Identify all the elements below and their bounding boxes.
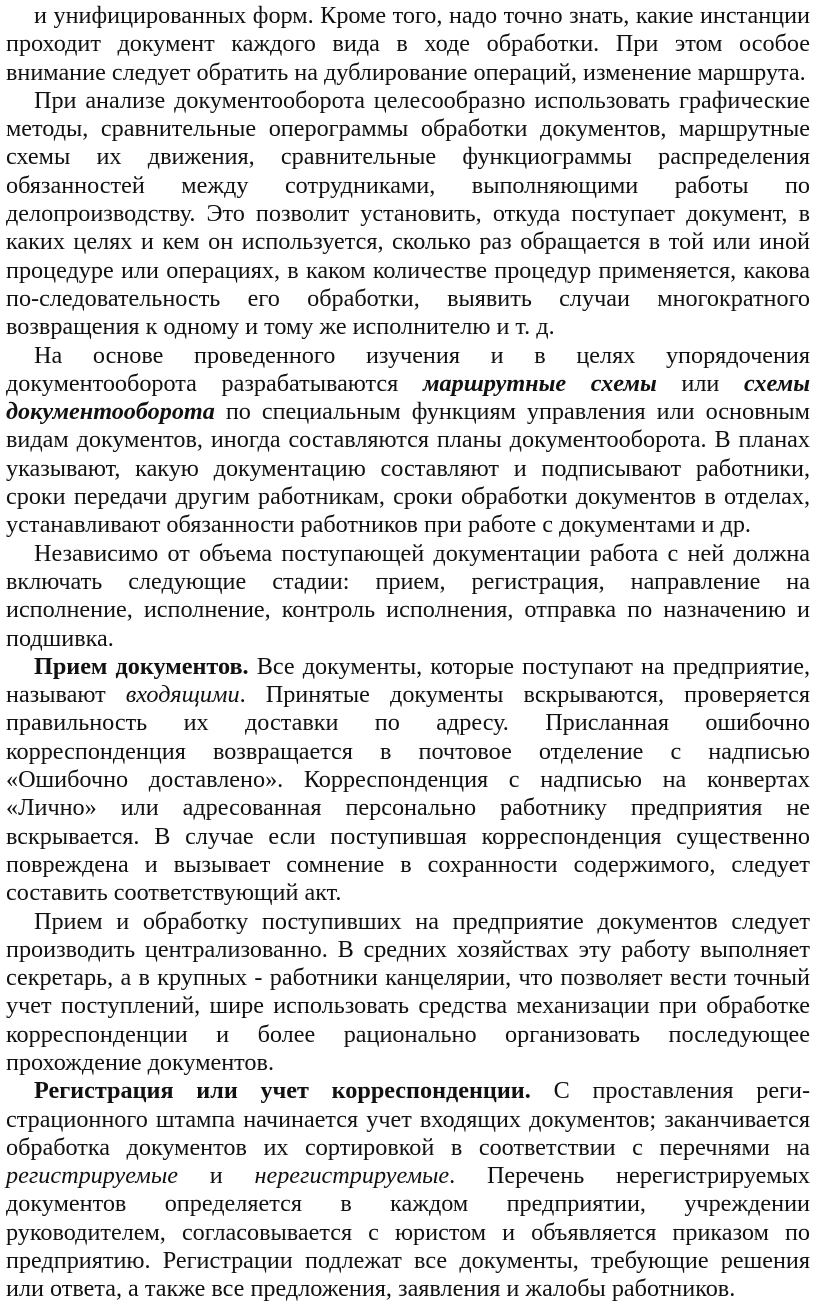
term-unregistered: нерегистрируемые — [254, 1162, 450, 1190]
paragraph-text: . Принятые документы вскрываются, проверяется правильность их доставки по адресу. Присланная ошибочно корреспонденция возвращается в почтовое отделение с надписью «Ошибочно доставлено». Корреспонденция с надписью на конвертах «Лично» или адресованная персонально работнику предприятия не вскрывается. В случае если поступившая корреспонденция существенно повреждена и вызывает сомнение в сохранности содержимого, следует составить соответствующий акт. — [6, 681, 810, 907]
paragraph-continuation — [6, 2, 810, 87]
term-registered: регистрируемые — [6, 1162, 178, 1190]
paragraph-text: по специальным функциям управления или основным видам документов, иногда составляются планы документооборота. В планах указывают, какую документацию составляют и подписывают работники, сроки передачи другим работникам, сроки обработки документов в отделах, устанавливают обязанности работников при работе с документами и др. — [6, 398, 810, 539]
paragraph-text: Независимо от объема поступающей документации работа с ней должна включать следующие стадии: прием, регистрация, направление на исполнение, исполнение, контроль исполнения, отправка по назначению и подшивка. — [6, 539, 810, 652]
paragraph-text: На основе проведенного изучения и в целях упорядочения документооборота разрабатываются — [6, 341, 810, 397]
term-incoming: входящими — [125, 681, 240, 709]
paragraph-processing-stages — [6, 540, 810, 653]
paragraph-text: . Перечень нерегистрируемых документов определяется в каждом предприятии, учреждении руководителем, согласовывается с юристом и объявляется приказом по предприятию. Регистрации подлежат все документы, требующие решения или ответа, а также все предложения, заявления и жалобы работников. — [6, 1162, 810, 1303]
term-document-flow-schemes: схемы документооборота — [6, 369, 810, 426]
paragraph-centralized-processing — [6, 908, 810, 1078]
paragraph-registration — [6, 1077, 810, 1303]
paragraph-text: При анализе документооборота целесообразно использовать графические методы, сравнительные оперограммы обработки документов, маршрутные схемы их движения, сравнительные функциограммы распределения обязанностей между сотрудниками, выполняющими работы по делопроизводству. Это позволит установить, откуда поступает документ, в каких целях и кем он используется, сколько раз обращается в той или иной процедуре или операциях, в каком количестве процедур применяется, какова по-следовательность его обработки, выявить случаи многократного возвращения к одному и тому же исполнителю и т. д. — [6, 86, 810, 341]
paragraph-text: Прием и обработку поступивших на предприятие документов следует производить централизованно. В средних хозяйствах эту работу выполняет секретарь, а в крупных - работники канцелярии, что позволяет вести точный учет поступлений, шире использовать средства механизации при обработке корреспонденции и более рационально организовать последующее прохождение документов. — [6, 907, 810, 1076]
term-route-schemes: маршрутные схемы — [422, 369, 657, 397]
paragraph-text: С проставления реги-страционного штампа начинается учет входящих документов; заканчивается обработка документов их сортировкой в соответствии с перечнями на — [6, 1077, 810, 1161]
paragraph-document-flow-analysis — [6, 87, 810, 342]
paragraph-text: и — [177, 1162, 255, 1190]
paragraph-text: или — [656, 369, 744, 397]
section-heading-reception: Прием документов. — [34, 652, 249, 680]
paragraph-text: и унифицированных форм. Кроме того, надо точно знать, какие инстанции проходит документ каждого вида в ходе обработки. При этом особое внимание следует обратить на дублирование операций, изменение маршрута. — [6, 2, 810, 86]
paragraph-document-reception — [6, 653, 810, 908]
section-heading-registration: Регистрация или учет корреспонденции. — [34, 1077, 531, 1105]
paragraph-text: Все документы, которые поступают на предприятие, называют — [6, 652, 811, 709]
paragraph-route-schemes — [6, 342, 810, 540]
